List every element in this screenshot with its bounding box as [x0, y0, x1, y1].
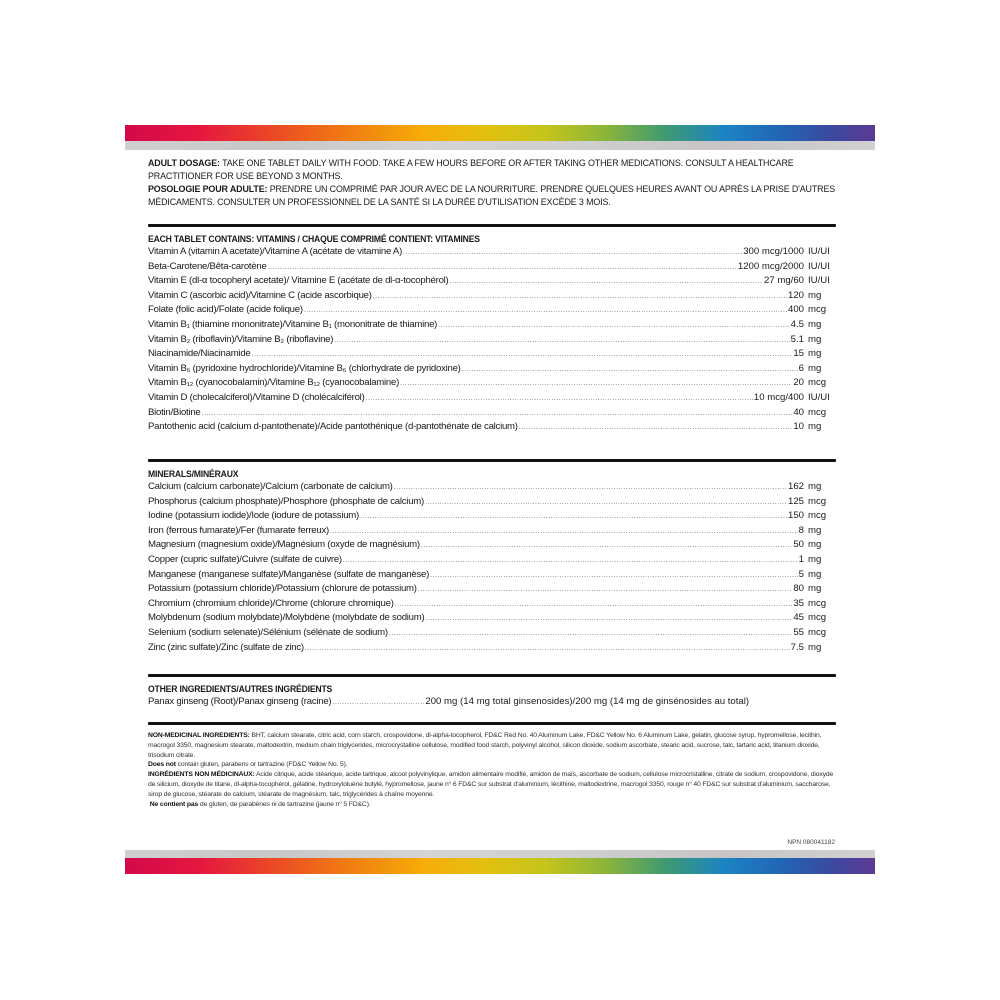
bottom-rainbow-band — [125, 858, 875, 874]
ingredient-amount: 10 mcg/400 — [753, 391, 804, 403]
ingredient-amount: 45 — [793, 612, 804, 624]
ingredient-amount: 5 — [798, 568, 804, 580]
ingredient-unit: mg — [808, 539, 822, 551]
ingredient-unit: mg — [808, 362, 822, 374]
vitamins-section — [148, 232, 836, 435]
ingredient-amount: 4.5 — [790, 318, 804, 330]
ingredient-unit: mcg — [808, 495, 827, 507]
ingredient-unit: mg — [808, 318, 822, 330]
minerals-table — [148, 480, 836, 655]
ingredient-amount: 80 — [793, 583, 804, 595]
ingredient-unit: mcg — [808, 612, 827, 624]
ingredient-unit: mcg — [808, 510, 827, 522]
ingredient-unit: mcg — [808, 406, 827, 418]
dot-leader — [438, 319, 790, 334]
ingredient-name: Iodine (potassium iodide)/Iode (iodure de potassium) — [148, 510, 359, 522]
ingredient-unit: mg — [808, 641, 822, 653]
dot-leader — [400, 377, 792, 392]
other-ingredients-section — [148, 682, 836, 710]
ingredient-row — [148, 495, 836, 510]
product-label — [125, 125, 875, 875]
ingredient-unit: IU/UI — [808, 260, 830, 272]
dot-leader — [304, 304, 787, 319]
top-rainbow-band — [125, 125, 875, 141]
ingredient-row — [148, 391, 836, 406]
other-ingredients-table — [148, 695, 836, 710]
ingredient-amount: 50 — [793, 539, 804, 551]
ingredient-unit: IU/UI — [808, 391, 830, 403]
ingredient-name: Vitamin E (dl-α tocopheryl acetate)/ Vitamine E (acétate de dl-α-tocophérol) — [148, 275, 449, 287]
ingredient-unit: mcg — [808, 597, 827, 609]
dot-leader — [373, 290, 787, 305]
dot-leader — [389, 627, 792, 642]
minerals-title: MINERALS/MINÉRAUX — [148, 468, 239, 479]
ingredient-amount: 1200 mcg/2000 — [737, 260, 804, 272]
ingredient-unit: mg — [808, 333, 822, 345]
ingredient-row — [148, 553, 836, 568]
ingredient-row — [148, 568, 836, 583]
ingredient-unit: mcg — [808, 626, 827, 638]
ingredient-row — [148, 362, 836, 377]
dot-leader — [425, 612, 792, 627]
ingredient-row — [148, 626, 836, 641]
ingredient-name: Zinc (zinc sulfate)/Zinc (sulfate de zinc) — [148, 641, 304, 653]
non-medicinal-en: NON-MEDICINAL INGREDIENTS: BHT, calcium stearate, citric acid, corn starch, crospovidone, dl-alpha-tocopherol, FD&C Red No. 40 Aluminum Lake, FD&C Yellow No. 6 Aluminum Lake, gelatin, glucose syrup, hypromellose, lecithin, macrogol 3350, magnesium stearate, maltodextrin, medium chain triglycerides, microcrystalline cellulose, modified food starch, polyvinyl alcohol, silicon dioxide, sodium ascorbate, stearic acid, sucrose, talc, tartaric acid, titanium dioxide, trisodium citrate. — [148, 732, 822, 759]
ingredient-unit: mg — [808, 289, 822, 301]
ingredient-unit: IU/UI — [808, 275, 830, 287]
ingredient-row — [148, 509, 836, 524]
dot-leader — [202, 407, 793, 422]
ingredient-name: Vitamin B₂ (riboflavin)/Vitamine B₂ (riboflavine) — [148, 333, 334, 345]
dot-leader — [252, 348, 793, 363]
dot-leader — [334, 334, 789, 349]
ingredient-name: Manganese (manganese sulfate)/Manganèse (sulfate de manganèse) — [148, 568, 430, 580]
ingredient-amount: 400 — [787, 304, 804, 316]
dot-leader — [462, 363, 798, 378]
allergen-note-en: Does not contain gluten, parabens or tartrazine (FD&C Yellow No. 5). — [148, 761, 348, 769]
top-grey-band — [125, 141, 875, 150]
ingredient-name: Pantothenic acid (calcium d-pantothenate)/Acide pantothénique (d-pantothénate de calcium) — [148, 421, 518, 433]
ingredient-row — [148, 318, 836, 333]
ingredient-name: Vitamin B₆ (pyridoxine hydrochloride)/Vitamine B₆ (chlorhydrate de pyridoxine) — [148, 362, 461, 374]
dot-leader — [418, 583, 793, 598]
ingredient-row — [148, 260, 836, 275]
ingredient-name: Potassium (potassium chloride)/Potassium (chlorure de potassium) — [148, 583, 417, 595]
section-divider — [148, 722, 836, 725]
ingredient-row — [148, 245, 836, 260]
dot-leader — [330, 525, 798, 540]
ingredient-amount: 300 mcg/1000 — [743, 246, 804, 257]
dot-leader — [360, 510, 787, 525]
ingredient-amount: 35 — [793, 597, 804, 609]
ingredient-amount: 55 — [793, 626, 804, 638]
dot-leader — [425, 496, 787, 511]
ingredient-amount: 150 — [787, 510, 804, 522]
vitamins-table — [148, 245, 836, 435]
ingredient-amount: 200 mg (14 mg total ginsenosides)/200 mg (14 mg de ginsénosides au total) — [425, 696, 750, 707]
ingredient-row — [148, 611, 836, 626]
ingredient-name: Vitamin D (cholecalciferol)/Vitamine D (cholécalciférol) — [148, 391, 365, 403]
ingredient-name: Panax ginseng (Root)/Panax ginseng (racine) — [148, 696, 332, 707]
dot-leader — [394, 481, 787, 496]
ingredient-amount: 15 — [793, 348, 804, 360]
ingredient-unit: IU/UI — [808, 246, 830, 257]
dot-leader — [395, 598, 793, 613]
ingredient-name: Magnesium (magnesium oxide)/Magnésium (oxyde de magnésium) — [148, 539, 420, 551]
npn-number: NPN 080041182 — [787, 839, 835, 846]
ingredient-amount: 7.5 — [790, 641, 804, 653]
minerals-section — [148, 467, 836, 655]
ingredient-unit: mg — [808, 583, 822, 595]
ingredient-name: Vitamin B₁₂ (cyanocobalamin)/Vitamine B₁₂ (cyanocobalamine) — [148, 377, 400, 389]
ingredient-row — [148, 538, 836, 553]
ingredient-row — [148, 303, 836, 318]
dot-leader — [403, 246, 742, 261]
ingredient-name: Folate (folic acid)/Folate (acide folique) — [148, 304, 303, 316]
ingredient-amount: 1 — [798, 553, 804, 565]
section-divider — [148, 459, 836, 462]
ingredient-amount: 8 — [798, 524, 804, 536]
dot-leader — [450, 275, 763, 290]
ingredient-amount: 120 — [787, 289, 804, 301]
ingredient-name: Copper (cupric sulfate)/Cuivre (sulfate de cuivre) — [148, 553, 342, 565]
ingredient-name: Vitamin A (vitamin A acetate)/Vitamine A (acétate de vitamine A) — [148, 246, 403, 257]
ingredient-unit: mcg — [808, 377, 827, 389]
ingredient-unit: mg — [808, 421, 822, 433]
ingredient-amount: 40 — [793, 406, 804, 418]
ingredient-name: Biotin/Biotine — [148, 406, 201, 418]
dot-leader — [430, 569, 798, 584]
ingredient-row — [148, 289, 836, 304]
allergen-note-fr: Ne contient pas de gluten, de parabènes ni de tartrazine (jaune n° 5 FD&C). — [149, 800, 371, 808]
ingredient-row — [148, 641, 836, 656]
other-ingredients-title: OTHER INGREDIENTS/AUTRES INGRÉDIENTS — [148, 683, 333, 694]
ingredient-amount: 6 — [798, 362, 804, 374]
ingredient-amount: 162 — [787, 481, 804, 492]
ingredient-row — [148, 376, 836, 391]
ingredient-name: Molybdenum (sodium molybdate)/Molybdène (molybdate de sodium) — [148, 612, 425, 624]
ingredient-amount: 125 — [787, 495, 804, 507]
ingredient-name: Niacinamide/Niacinamide — [148, 348, 251, 360]
dosage-fr: POSOLOGIE POUR ADULTE: PRENDRE UN COMPRIMÉ PAR JOUR AVEC DE LA NOURRITURE. PRENDRE QUELQUES HEURES AVANT OU APRÈS LA PRISE D'AUTRES MÉDICAMENTS. CONSULTER UN PROFESSIONNEL DE LA SANTÉ SI LA DURÉE D'UTILISATION EXCÈDE 3 MOIS. — [148, 184, 836, 208]
dosage-block — [148, 157, 836, 209]
ingredient-amount: 20 — [793, 377, 804, 389]
ingredient-row — [148, 333, 836, 348]
ingredient-name: Chromium (chromium chloride)/Chrome (chlorure chromique) — [148, 597, 394, 609]
ingredient-row — [148, 406, 836, 421]
ingredient-row — [148, 695, 836, 710]
dot-leader — [421, 539, 792, 554]
non-medicinal-fr: INGRÉDIENTS NON MÉDICINAUX: Acide citrique, acide stéarique, acide tartrique, alcool polyvinylique, amidon alimentaire modifié, amidon de maïs, ascorbate de sodium, cellulose microcristalline, citrate de sodium, crospovidone, dioxyde de silicium, dioxyde de titane, dl-alpha-tocophérol, gélatine, hydroxytoluène butylé, hypromellose, jaune n° 6 FD&C sur substrat d'aluminium, lécithine, maltodextrine, macrogol 3350, rouge n° 40 FD&C sur substrat d'aluminium, saccharose, sirop de glucose, stéarate de calcium, stéarate de magnésium, talc, triglycérides à chaîne moyenne. — [148, 771, 834, 798]
ingredient-name: Beta-Carotene/Bêta-carotène — [148, 260, 267, 272]
dot-leader — [519, 421, 793, 436]
ingredient-name: Vitamin C (ascorbic acid)/Vitamine C (acide ascorbique) — [148, 289, 372, 301]
dot-leader — [366, 392, 753, 407]
ingredient-unit: mg — [808, 348, 822, 360]
ingredient-unit: mg — [808, 568, 822, 580]
ingredient-name: Selenium (sodium selenate)/Sélénium (sélénate de sodium) — [148, 626, 388, 638]
dosage-en: ADULT DOSAGE: TAKE ONE TABLET DAILY WITH FOOD. TAKE A FEW HOURS BEFORE OR AFTER TAKING OTHER MEDICATIONS. CONSULT A HEALTHCARE PRACTITIONER FOR USE BEYOND 3 MONTHS. — [148, 158, 794, 182]
ingredient-row — [148, 420, 836, 435]
ingredient-unit: mg — [808, 524, 822, 536]
ingredient-unit: mg — [808, 481, 822, 492]
ingredient-amount: 10 — [793, 421, 804, 433]
ingredient-row — [148, 480, 836, 495]
ingredient-name: Vitamin B₁ (thiamine mononitrate)/Vitamine B₁ (mononitrate de thiamine) — [148, 318, 438, 330]
ingredient-row — [148, 582, 836, 597]
section-divider — [148, 674, 836, 677]
ingredient-row — [148, 524, 836, 539]
dot-leader — [332, 696, 424, 711]
ingredient-amount: 27 mg/60 — [763, 275, 804, 287]
ingredient-name: Calcium (calcium carbonate)/Calcium (carbonate de calcium) — [148, 481, 393, 492]
dot-leader — [343, 554, 798, 569]
ingredient-row — [148, 597, 836, 612]
ingredient-name: Phosphorus (calcium phosphate)/Phosphore (phosphate de calcium) — [148, 495, 424, 507]
dot-leader — [268, 261, 737, 276]
ingredient-unit: mcg — [808, 304, 827, 316]
dot-leader — [305, 642, 790, 657]
vitamins-title: EACH TABLET CONTAINS: VITAMINS / CHAQUE COMPRIMÉ CONTIENT: VITAMINES — [148, 233, 480, 244]
ingredient-unit: mg — [808, 553, 822, 565]
non-medicinal-ingredients — [148, 731, 838, 809]
ingredient-amount: 5.1 — [790, 333, 804, 345]
section-divider — [148, 224, 836, 227]
ingredient-row — [148, 347, 836, 362]
ingredient-row — [148, 274, 836, 289]
ingredient-name: Iron (ferrous fumarate)/Fer (fumarate ferreux) — [148, 524, 329, 536]
